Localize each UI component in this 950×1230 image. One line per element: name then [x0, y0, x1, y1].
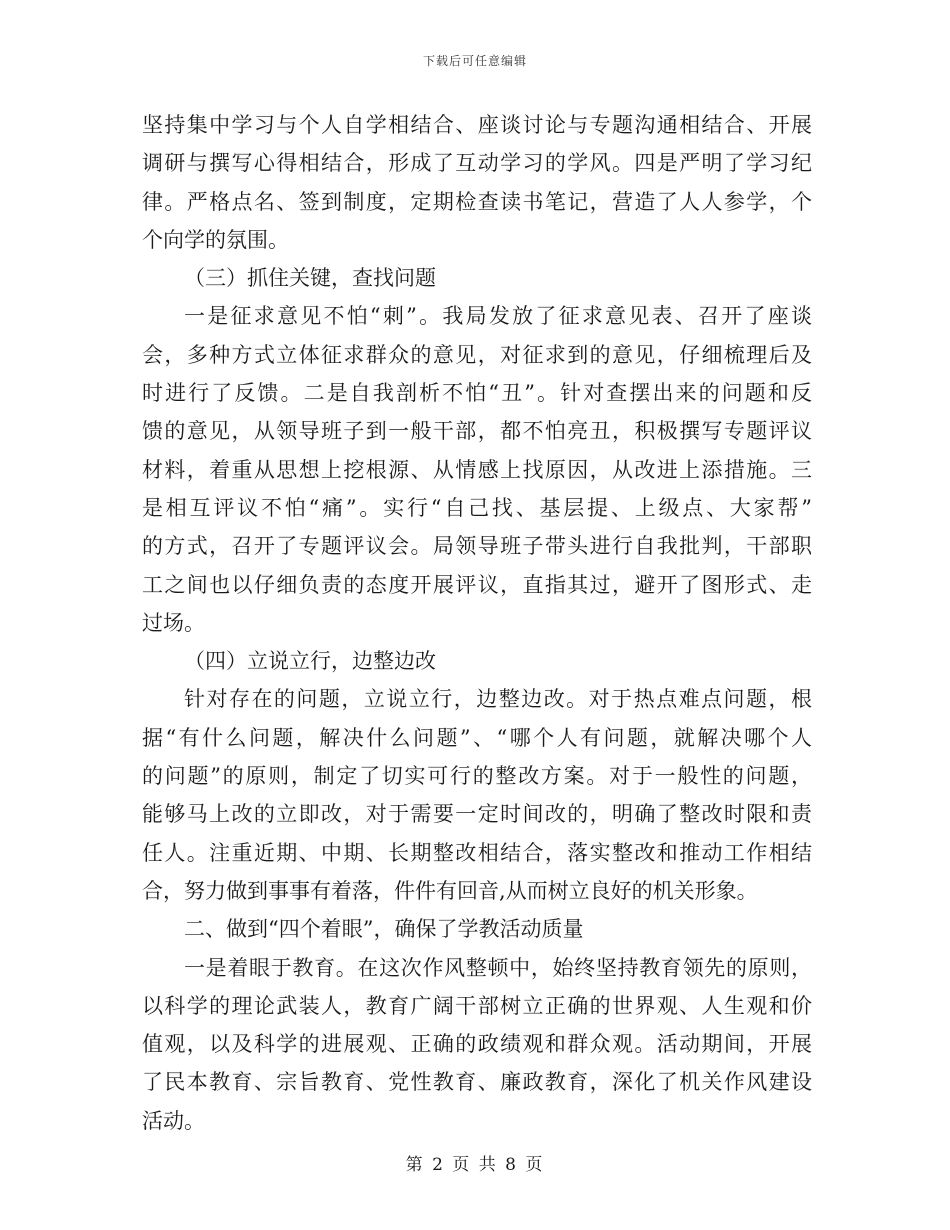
paragraph-line: 律。严格点名、签到制度，定期检查读书笔记，营造了人人参学，个 — [142, 189, 812, 214]
paragraph-line: （三）抓住关键，查找问题 — [184, 266, 436, 291]
paragraph-line: 活动。 — [142, 1108, 205, 1133]
paragraph-line: 任人。注重近期、中期、长期整改相结合，落实整改和推动工作相结 — [142, 840, 812, 865]
paragraph-line: 针对存在的问题，立说立行，边整边改。对于热点难点问题，根 — [184, 687, 812, 712]
document-body — [142, 106, 812, 1140]
paragraph-line: 是相互评议不怕“痛”。实行“自己找、基层提、上级点、大家帮” — [142, 495, 812, 520]
paragraph-line: 会，多种方式立体征求群众的意见，对征求到的意见，仔细梳理后及 — [142, 342, 812, 367]
paragraph-line: 工之间也以仔细负责的态度开展评议，直指其过，避开了图形式、走 — [142, 572, 812, 597]
paragraph-line: 的问题”的原则，制定了切实可行的整改方案。对于一般性的问题， — [142, 764, 812, 789]
paragraph-line: 过场。 — [142, 610, 205, 635]
paragraph-line: 时进行了反馈。二是自我剖析不怕“丑”。针对查摆出来的问题和反 — [142, 381, 812, 406]
paragraph-line: 二、做到“四个着眼”，确保了学教活动质量 — [184, 917, 584, 942]
paragraph-line: 值观，以及科学的进展观、正确的政绩观和群众观。活动期间，开展 — [142, 1032, 812, 1057]
paragraph-line: 调研与撰写心得相结合，形成了互动学习的学风。四是严明了学习纪 — [142, 151, 812, 176]
paragraph-line: 材料，着重从思想上挖根源、从情感上找原因，从改进上添措施。三 — [142, 457, 812, 482]
paragraph-line: 了民本教育、宗旨教育、党性教育、廉政教育，深化了机关作风建设 — [142, 1070, 812, 1095]
paragraph-line: 坚持集中学习与个人自学相结合、座谈讨论与专题沟通相结合、开展 — [142, 113, 812, 137]
paragraph-line: 一是着眼于教育。在这次作风整顿中，始终坚持教育领先的原则， — [184, 955, 812, 980]
paragraph-line: 个向学的氛围。 — [142, 227, 289, 252]
page-header-note: 下载后可任意编辑 — [422, 54, 527, 68]
paragraph-line: 一是征求意见不怕“刺”。我局发放了征求意见表、召开了座谈 — [184, 304, 812, 329]
paragraph-line: 以科学的理论武装人，教育广阔干部树立正确的世界观、人生观和价 — [142, 993, 812, 1018]
paragraph-line: 馈的意见，从领导班子到一般干部，都不怕亮丑，积极撰写专题评议 — [142, 419, 812, 444]
paragraph-line: 能够马上改的立即改，对于需要一定时间改的，明确了整改时限和责 — [142, 802, 812, 827]
page-number-footer: 第 2 页 共 8 页 — [405, 1155, 545, 1175]
paragraph-line: 的方式，召开了专题评议会。局领导班子带头进行自我批判，干部职 — [142, 534, 812, 559]
paragraph-line: 据“有什么问题，解决什么问题”、“哪个人有问题，就解决哪个人 — [142, 725, 812, 750]
paragraph-line: （四）立说立行，边整边改 — [184, 649, 436, 674]
paragraph-line: 合，努力做到事事有着落，件件有回音,从而树立良好的机关形象。 — [142, 878, 758, 903]
